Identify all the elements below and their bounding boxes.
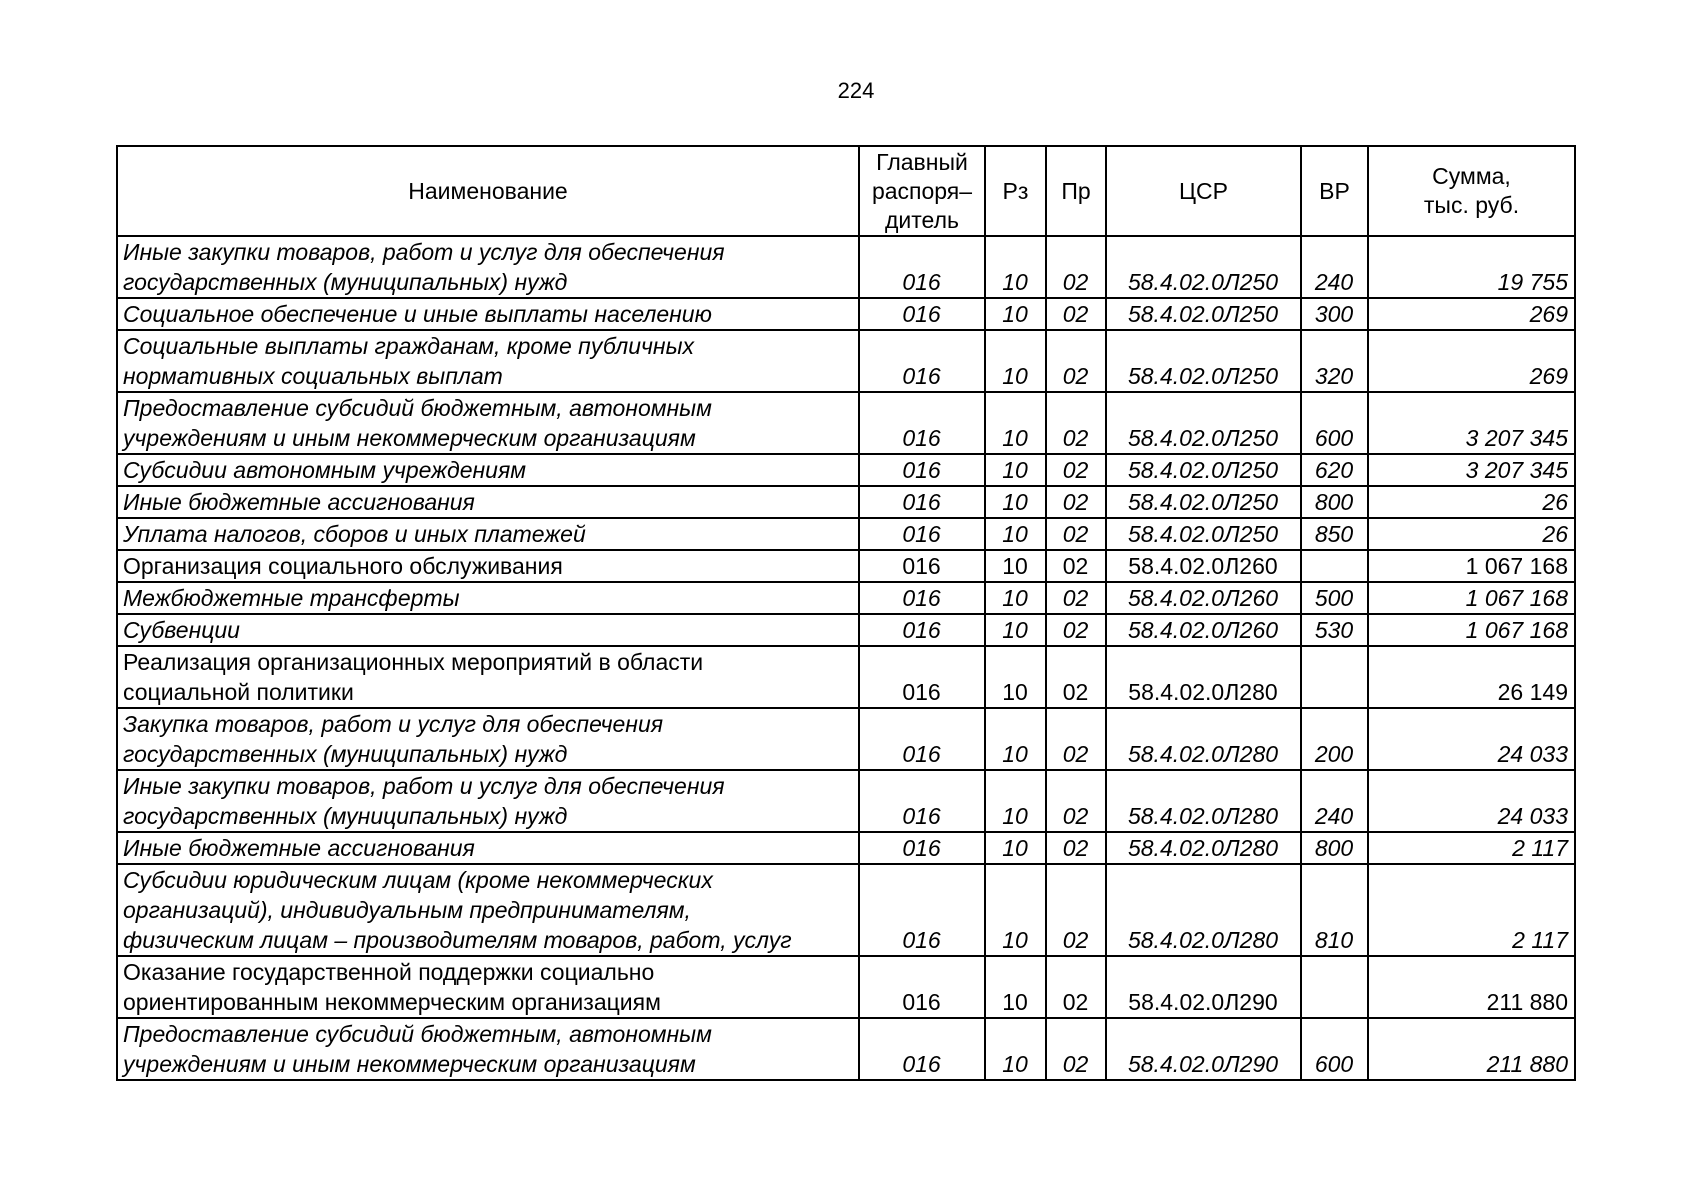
cell-sum: 2 117	[1368, 832, 1575, 864]
cell-csr: 58.4.02.0Л280	[1106, 832, 1301, 864]
cell-pr: 02	[1046, 550, 1106, 582]
cell-csr: 58.4.02.0Л280	[1106, 708, 1301, 770]
cell-name-line: Субвенции	[123, 617, 240, 643]
cell-rz: 10	[985, 582, 1046, 614]
cell-rz: 10	[985, 236, 1046, 298]
cell-name-line: Иные закупки товаров, работ и услуг для обеспечения	[123, 239, 725, 265]
cell-vr: 530	[1301, 614, 1368, 646]
cell-rz: 10	[985, 392, 1046, 454]
cell-vr: 850	[1301, 518, 1368, 550]
cell-grbs: 016	[859, 864, 985, 956]
cell-pr: 02	[1046, 1018, 1106, 1080]
cell-pr: 02	[1046, 708, 1106, 770]
table-row	[117, 864, 1575, 956]
cell-name-line: социальной политики	[123, 679, 354, 705]
cell-csr: 58.4.02.0Л290	[1106, 1018, 1301, 1080]
cell-name-line: Оказание государственной поддержки социально	[123, 959, 655, 985]
cell-name-line: учреждениям и иным некоммерческим организациям	[123, 1051, 696, 1077]
cell-vr: 500	[1301, 582, 1368, 614]
cell-csr: 58.4.02.0Л250	[1106, 454, 1301, 486]
table-row	[117, 1018, 1575, 1080]
cell-vr: 600	[1301, 1018, 1368, 1080]
cell-rz: 10	[985, 486, 1046, 518]
table-row	[117, 832, 1575, 864]
cell-name-line: Иные закупки товаров, работ и услуг для обеспечения	[123, 773, 725, 799]
table-row	[117, 956, 1575, 1018]
cell-vr: 620	[1301, 454, 1368, 486]
cell-name-line: государственных (муниципальных) нужд	[123, 741, 568, 767]
cell-name	[117, 298, 859, 330]
cell-name	[117, 486, 859, 518]
table-row	[117, 614, 1575, 646]
cell-grbs: 016	[859, 582, 985, 614]
cell-pr: 02	[1046, 646, 1106, 708]
cell-name	[117, 582, 859, 614]
table-row	[117, 550, 1575, 582]
cell-name	[117, 864, 859, 956]
cell-name-line: физическим лицам – производителям товаров, работ, услуг	[123, 927, 792, 953]
cell-name	[117, 236, 859, 298]
cell-vr: 800	[1301, 832, 1368, 864]
cell-name	[117, 550, 859, 582]
cell-pr: 02	[1046, 330, 1106, 392]
table-header	[117, 146, 1575, 236]
cell-sum: 269	[1368, 298, 1575, 330]
cell-grbs: 016	[859, 486, 985, 518]
cell-name	[117, 392, 859, 454]
table-row	[117, 392, 1575, 454]
table-row	[117, 708, 1575, 770]
budget-table	[116, 145, 1576, 1081]
page-number: 224	[837, 78, 875, 103]
cell-grbs: 016	[859, 330, 985, 392]
cell-csr: 58.4.02.0Л280	[1106, 646, 1301, 708]
cell-vr	[1301, 550, 1368, 582]
header-sum-line: Сумма,	[1432, 163, 1511, 189]
cell-pr: 02	[1046, 614, 1106, 646]
cell-pr: 02	[1046, 832, 1106, 864]
header-csr: ЦСР	[1106, 146, 1301, 236]
cell-sum: 3 207 345	[1368, 392, 1575, 454]
cell-rz: 10	[985, 1018, 1046, 1080]
cell-grbs: 016	[859, 770, 985, 832]
cell-pr: 02	[1046, 486, 1106, 518]
cell-rz: 10	[985, 646, 1046, 708]
cell-rz: 10	[985, 864, 1046, 956]
cell-name-line: Социальные выплаты гражданам, кроме публичных	[123, 333, 695, 359]
cell-rz: 10	[985, 550, 1046, 582]
cell-vr: 240	[1301, 770, 1368, 832]
cell-grbs: 016	[859, 614, 985, 646]
cell-vr: 800	[1301, 486, 1368, 518]
cell-grbs: 016	[859, 236, 985, 298]
cell-sum: 1 067 168	[1368, 550, 1575, 582]
cell-pr: 02	[1046, 864, 1106, 956]
table-row	[117, 518, 1575, 550]
cell-name	[117, 770, 859, 832]
header-grbs-line: распоря–	[871, 177, 973, 204]
cell-pr: 02	[1046, 392, 1106, 454]
cell-csr: 58.4.02.0Л250	[1106, 236, 1301, 298]
cell-pr: 02	[1046, 454, 1106, 486]
header-grbs-line: дитель	[885, 206, 959, 233]
cell-pr: 02	[1046, 518, 1106, 550]
cell-name-line: государственных (муниципальных) нужд	[123, 269, 568, 295]
cell-sum: 19 755	[1368, 236, 1575, 298]
cell-grbs: 016	[859, 298, 985, 330]
table-row	[117, 454, 1575, 486]
cell-name-line: Иные бюджетные ассигнования	[123, 489, 475, 515]
cell-vr: 600	[1301, 392, 1368, 454]
cell-sum: 269	[1368, 330, 1575, 392]
cell-csr: 58.4.02.0Л250	[1106, 330, 1301, 392]
cell-rz: 10	[985, 708, 1046, 770]
cell-sum: 1 067 168	[1368, 614, 1575, 646]
cell-vr: 320	[1301, 330, 1368, 392]
cell-name	[117, 832, 859, 864]
cell-rz: 10	[985, 298, 1046, 330]
cell-name-line: государственных (муниципальных) нужд	[123, 803, 568, 829]
cell-vr: 240	[1301, 236, 1368, 298]
cell-name-line: Предоставление субсидий бюджетным, автономным	[123, 1021, 712, 1047]
cell-vr	[1301, 956, 1368, 1018]
table-row	[117, 330, 1575, 392]
cell-csr: 58.4.02.0Л250	[1106, 486, 1301, 518]
header-sum	[1368, 146, 1575, 236]
cell-name-line: Социальное обеспечение и иные выплаты населению	[123, 301, 712, 327]
cell-sum: 26	[1368, 518, 1575, 550]
cell-name	[117, 330, 859, 392]
cell-name	[117, 454, 859, 486]
cell-grbs: 016	[859, 708, 985, 770]
cell-grbs: 016	[859, 454, 985, 486]
header-pr: Пр	[1046, 146, 1106, 236]
cell-grbs: 016	[859, 1018, 985, 1080]
cell-rz: 10	[985, 518, 1046, 550]
cell-name-line: Иные бюджетные ассигнования	[123, 835, 475, 861]
header-grbs-line: Главный	[876, 148, 968, 175]
cell-sum: 1 067 168	[1368, 582, 1575, 614]
cell-vr: 200	[1301, 708, 1368, 770]
cell-vr: 810	[1301, 864, 1368, 956]
header-rz: Рз	[985, 146, 1046, 236]
cell-grbs: 016	[859, 518, 985, 550]
header-name: Наименование	[117, 146, 859, 236]
cell-name	[117, 614, 859, 646]
cell-rz: 10	[985, 454, 1046, 486]
cell-grbs: 016	[859, 832, 985, 864]
header-grbs	[859, 146, 985, 236]
cell-sum: 2 117	[1368, 864, 1575, 956]
table-row	[117, 770, 1575, 832]
header-vr: ВР	[1301, 146, 1368, 236]
cell-sum: 24 033	[1368, 770, 1575, 832]
cell-pr: 02	[1046, 956, 1106, 1018]
cell-name-line: Субсидии автономным учреждениям	[123, 457, 527, 483]
cell-sum: 24 033	[1368, 708, 1575, 770]
cell-name	[117, 956, 859, 1018]
cell-grbs: 016	[859, 956, 985, 1018]
cell-name-line: Межбюджетные трансферты	[123, 585, 460, 611]
table-row	[117, 298, 1575, 330]
cell-csr: 58.4.02.0Л260	[1106, 614, 1301, 646]
cell-name-line: Уплата налогов, сборов и иных платежей	[123, 521, 586, 547]
cell-name-line: нормативных социальных выплат	[123, 363, 503, 389]
header-sum-line: тыс. руб.	[1423, 192, 1520, 218]
cell-name-line: Реализация организационных мероприятий в области	[123, 649, 704, 675]
cell-csr: 58.4.02.0Л280	[1106, 864, 1301, 956]
cell-grbs: 016	[859, 392, 985, 454]
cell-csr: 58.4.02.0Л260	[1106, 550, 1301, 582]
cell-csr: 58.4.02.0Л250	[1106, 392, 1301, 454]
cell-csr: 58.4.02.0Л290	[1106, 956, 1301, 1018]
cell-sum: 211 880	[1368, 956, 1575, 1018]
cell-vr: 300	[1301, 298, 1368, 330]
table-row	[117, 646, 1575, 708]
cell-sum: 3 207 345	[1368, 454, 1575, 486]
cell-name	[117, 708, 859, 770]
cell-sum: 26	[1368, 486, 1575, 518]
cell-pr: 02	[1046, 582, 1106, 614]
cell-name	[117, 1018, 859, 1080]
cell-rz: 10	[985, 770, 1046, 832]
cell-name	[117, 646, 859, 708]
cell-name-line: организаций), индивидуальным предпринимателям,	[123, 897, 691, 923]
cell-name-line: ориентированным некоммерческим организациям	[123, 989, 661, 1015]
cell-csr: 58.4.02.0Л260	[1106, 582, 1301, 614]
cell-rz: 10	[985, 832, 1046, 864]
cell-grbs: 016	[859, 646, 985, 708]
cell-sum: 26 149	[1368, 646, 1575, 708]
cell-name	[117, 518, 859, 550]
cell-vr	[1301, 646, 1368, 708]
cell-rz: 10	[985, 956, 1046, 1018]
table-body	[117, 236, 1575, 1080]
cell-pr: 02	[1046, 236, 1106, 298]
cell-name-line: Субсидии юридическим лицам (кроме некоммерческих	[123, 867, 713, 893]
table-row	[117, 486, 1575, 518]
cell-name-line: учреждениям и иным некоммерческим организациям	[123, 425, 696, 451]
cell-sum: 211 880	[1368, 1018, 1575, 1080]
cell-grbs: 016	[859, 550, 985, 582]
cell-name-line: Закупка товаров, работ и услуг для обеспечения	[123, 711, 664, 737]
table-row	[117, 236, 1575, 298]
cell-pr: 02	[1046, 298, 1106, 330]
cell-csr: 58.4.02.0Л250	[1106, 298, 1301, 330]
cell-rz: 10	[985, 330, 1046, 392]
table-row	[117, 582, 1575, 614]
cell-csr: 58.4.02.0Л250	[1106, 518, 1301, 550]
cell-rz: 10	[985, 614, 1046, 646]
cell-csr: 58.4.02.0Л280	[1106, 770, 1301, 832]
cell-name-line: Предоставление субсидий бюджетным, автономным	[123, 395, 712, 421]
cell-pr: 02	[1046, 770, 1106, 832]
cell-name-line: Организация социального обслуживания	[123, 553, 563, 579]
